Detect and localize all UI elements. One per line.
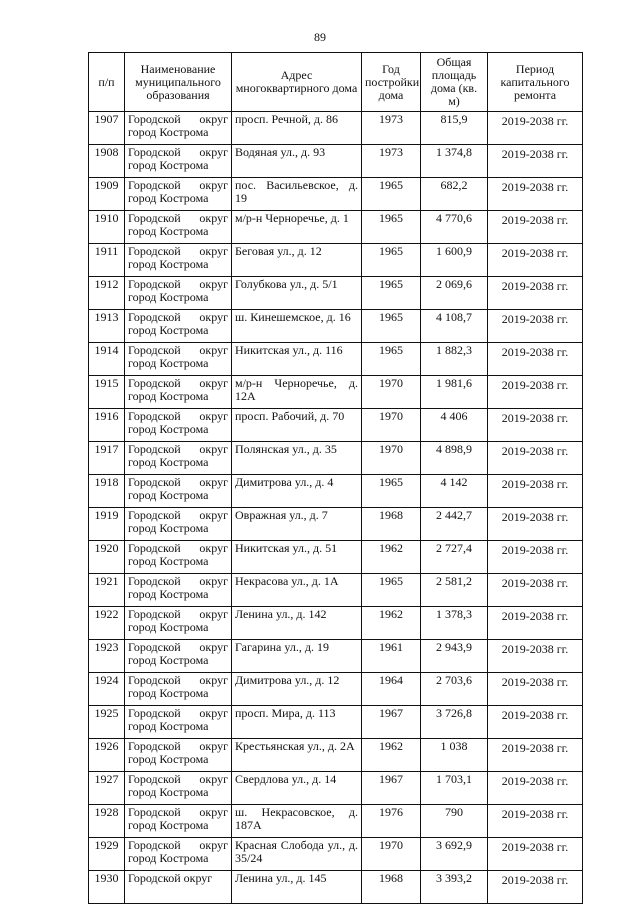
- table-row: [89, 871, 583, 904]
- table-row: [89, 805, 583, 838]
- year-cell: 1965: [362, 574, 421, 607]
- municipality-cell: Городской округ город Кострома: [125, 343, 232, 376]
- municipality-cell: Городской округ город Кострома: [125, 805, 232, 838]
- year-cell: 1965: [362, 475, 421, 508]
- header-num: п/п: [89, 53, 125, 112]
- address-cell: Гагарина ул., д. 19: [232, 640, 362, 673]
- period-cell: 2019-2038 гг.: [488, 376, 583, 409]
- table-row: [89, 772, 583, 805]
- year-cell: 1970: [362, 838, 421, 871]
- period-cell: 2019-2038 гг.: [488, 541, 583, 574]
- area-cell: 1 981,6: [421, 376, 488, 409]
- year-cell: 1965: [362, 277, 421, 310]
- table-row: [89, 244, 583, 277]
- area-cell: 2 581,2: [421, 574, 488, 607]
- address-cell: просп. Рабочий, д. 70: [232, 409, 362, 442]
- municipality-cell: Городской округ город Кострома: [125, 508, 232, 541]
- row-number-cell: 1921: [89, 574, 125, 607]
- address-cell: просп. Речной, д. 86: [232, 112, 362, 145]
- area-cell: 4 142: [421, 475, 488, 508]
- area-cell: 2 943,9: [421, 640, 488, 673]
- table-row: [89, 145, 583, 178]
- address-cell: Красная Слобода ул., д. 35/24: [232, 838, 362, 871]
- address-cell: Ленина ул., д. 145: [232, 871, 362, 904]
- address-cell: Димитрова ул., д. 12: [232, 673, 362, 706]
- period-cell: 2019-2038 гг.: [488, 871, 583, 904]
- row-number-cell: 1926: [89, 739, 125, 772]
- year-cell: 1976: [362, 805, 421, 838]
- housing-table-container: [88, 52, 582, 887]
- address-cell: Димитрова ул., д. 4: [232, 475, 362, 508]
- municipality-cell: Городской округ город Кострома: [125, 211, 232, 244]
- period-cell: 2019-2038 гг.: [488, 310, 583, 343]
- year-cell: 1970: [362, 409, 421, 442]
- table-row: [89, 277, 583, 310]
- period-cell: 2019-2038 гг.: [488, 145, 583, 178]
- address-cell: Водяная ул., д. 93: [232, 145, 362, 178]
- period-cell: 2019-2038 гг.: [488, 112, 583, 145]
- year-cell: 1968: [362, 871, 421, 904]
- table-header: [89, 53, 583, 112]
- year-cell: 1965: [362, 178, 421, 211]
- row-number-cell: 1918: [89, 475, 125, 508]
- table-row: [89, 607, 583, 640]
- address-cell: ш. Некрасовское, д. 187А: [232, 805, 362, 838]
- header-row: [89, 53, 583, 112]
- address-cell: Овражная ул., д. 7: [232, 508, 362, 541]
- area-cell: 1 374,8: [421, 145, 488, 178]
- municipality-cell: Городской округ город Кострома: [125, 574, 232, 607]
- table-row: [89, 376, 583, 409]
- period-cell: 2019-2038 гг.: [488, 343, 583, 376]
- area-cell: 4 898,9: [421, 442, 488, 475]
- table-row: [89, 343, 583, 376]
- area-cell: 3 726,8: [421, 706, 488, 739]
- address-cell: Беговая ул., д. 12: [232, 244, 362, 277]
- row-number-cell: 1922: [89, 607, 125, 640]
- address-cell: Некрасова ул., д. 1А: [232, 574, 362, 607]
- year-cell: 1962: [362, 739, 421, 772]
- municipality-cell: Городской округ город Кострома: [125, 442, 232, 475]
- table-row: [89, 574, 583, 607]
- row-number-cell: 1913: [89, 310, 125, 343]
- address-cell: Свердлова ул., д. 14: [232, 772, 362, 805]
- address-cell: Ленина ул., д. 142: [232, 607, 362, 640]
- header-municipality: Наименование муниципального образования: [125, 53, 232, 112]
- area-cell: 3 393,2: [421, 871, 488, 904]
- municipality-cell: Городской округ город Кострома: [125, 178, 232, 211]
- row-number-cell: 1908: [89, 145, 125, 178]
- area-cell: 2 442,7: [421, 508, 488, 541]
- period-cell: 2019-2038 гг.: [488, 772, 583, 805]
- table-row: [89, 409, 583, 442]
- table-row: [89, 640, 583, 673]
- row-number-cell: 1914: [89, 343, 125, 376]
- area-cell: 2 727,4: [421, 541, 488, 574]
- area-cell: 1 378,3: [421, 607, 488, 640]
- year-cell: 1962: [362, 541, 421, 574]
- period-cell: 2019-2038 гг.: [488, 673, 583, 706]
- housing-table: [88, 52, 583, 904]
- area-cell: 1 038: [421, 739, 488, 772]
- page-number: 89: [314, 30, 326, 44]
- period-cell: 2019-2038 гг.: [488, 442, 583, 475]
- area-cell: 682,2: [421, 178, 488, 211]
- table-row: [89, 211, 583, 244]
- municipality-cell: Городской округ город Кострома: [125, 409, 232, 442]
- row-number-cell: 1916: [89, 409, 125, 442]
- address-cell: просп. Мира, д. 113: [232, 706, 362, 739]
- table-row: [89, 838, 583, 871]
- address-cell: пос. Васильевское, д. 19: [232, 178, 362, 211]
- row-number-cell: 1919: [89, 508, 125, 541]
- period-cell: 2019-2038 гг.: [488, 838, 583, 871]
- address-cell: Никитская ул., д. 51: [232, 541, 362, 574]
- year-cell: 1962: [362, 607, 421, 640]
- header-period: Период капитального ремонта: [488, 53, 583, 112]
- address-cell: Крестьянская ул., д. 2А: [232, 739, 362, 772]
- municipality-cell: Городской округ город Кострома: [125, 739, 232, 772]
- row-number-cell: 1909: [89, 178, 125, 211]
- period-cell: 2019-2038 гг.: [488, 739, 583, 772]
- municipality-cell: Городской округ город Кострома: [125, 475, 232, 508]
- table-row: [89, 706, 583, 739]
- address-cell: м/р-н Черноречье, д. 1: [232, 211, 362, 244]
- municipality-cell: Городской округ город Кострома: [125, 541, 232, 574]
- table-row: [89, 112, 583, 145]
- area-cell: 815,9: [421, 112, 488, 145]
- year-cell: 1967: [362, 772, 421, 805]
- row-number-cell: 1928: [89, 805, 125, 838]
- period-cell: 2019-2038 гг.: [488, 178, 583, 211]
- municipality-cell: Городской округ город Кострома: [125, 112, 232, 145]
- address-cell: Полянская ул., д. 35: [232, 442, 362, 475]
- area-cell: 2 703,6: [421, 673, 488, 706]
- year-cell: 1968: [362, 508, 421, 541]
- municipality-cell: Городской округ город Кострома: [125, 838, 232, 871]
- row-number-cell: 1923: [89, 640, 125, 673]
- year-cell: 1973: [362, 112, 421, 145]
- row-number-cell: 1917: [89, 442, 125, 475]
- area-cell: 1 600,9: [421, 244, 488, 277]
- table-row: [89, 475, 583, 508]
- area-cell: 3 692,9: [421, 838, 488, 871]
- header-area: Общая площадь дома (кв. м): [421, 53, 488, 112]
- period-cell: 2019-2038 гг.: [488, 640, 583, 673]
- municipality-cell: Городской округ город Кострома: [125, 772, 232, 805]
- row-number-cell: 1912: [89, 277, 125, 310]
- table-row: [89, 508, 583, 541]
- table-row: [89, 442, 583, 475]
- period-cell: 2019-2038 гг.: [488, 211, 583, 244]
- municipality-cell: Городской округ: [125, 871, 232, 904]
- address-cell: Никитская ул., д. 116: [232, 343, 362, 376]
- year-cell: 1965: [362, 244, 421, 277]
- row-number-cell: 1910: [89, 211, 125, 244]
- period-cell: 2019-2038 гг.: [488, 244, 583, 277]
- row-number-cell: 1924: [89, 673, 125, 706]
- row-number-cell: 1929: [89, 838, 125, 871]
- municipality-cell: Городской округ город Кострома: [125, 277, 232, 310]
- period-cell: 2019-2038 гг.: [488, 805, 583, 838]
- municipality-cell: Городской округ город Кострома: [125, 376, 232, 409]
- period-cell: 2019-2038 гг.: [488, 277, 583, 310]
- row-number-cell: 1907: [89, 112, 125, 145]
- period-cell: 2019-2038 гг.: [488, 607, 583, 640]
- municipality-cell: Городской округ город Кострома: [125, 607, 232, 640]
- area-cell: 4 108,7: [421, 310, 488, 343]
- year-cell: 1965: [362, 343, 421, 376]
- year-cell: 1973: [362, 145, 421, 178]
- area-cell: 1 882,3: [421, 343, 488, 376]
- year-cell: 1961: [362, 640, 421, 673]
- municipality-cell: Городской округ город Кострома: [125, 310, 232, 343]
- municipality-cell: Городской округ город Кострома: [125, 145, 232, 178]
- year-cell: 1965: [362, 310, 421, 343]
- period-cell: 2019-2038 гг.: [488, 574, 583, 607]
- header-year: Год постройки дома: [362, 53, 421, 112]
- table-row: [89, 178, 583, 211]
- area-cell: 4 406: [421, 409, 488, 442]
- table-row: [89, 310, 583, 343]
- address-cell: ш. Кинешемское, д. 16: [232, 310, 362, 343]
- table-body: [89, 112, 583, 904]
- table-row: [89, 673, 583, 706]
- municipality-cell: Городской округ город Кострома: [125, 640, 232, 673]
- municipality-cell: Городской округ город Кострома: [125, 673, 232, 706]
- year-cell: 1970: [362, 376, 421, 409]
- address-cell: Голубкова ул., д. 5/1: [232, 277, 362, 310]
- row-number-cell: 1911: [89, 244, 125, 277]
- row-number-cell: 1920: [89, 541, 125, 574]
- table-row: [89, 541, 583, 574]
- year-cell: 1964: [362, 673, 421, 706]
- period-cell: 2019-2038 гг.: [488, 475, 583, 508]
- period-cell: 2019-2038 гг.: [488, 409, 583, 442]
- period-cell: 2019-2038 гг.: [488, 706, 583, 739]
- area-cell: 4 770,6: [421, 211, 488, 244]
- area-cell: 1 703,1: [421, 772, 488, 805]
- year-cell: 1965: [362, 211, 421, 244]
- area-cell: 2 069,6: [421, 277, 488, 310]
- header-address: Адрес многоквартирного дома: [232, 53, 362, 112]
- year-cell: 1970: [362, 442, 421, 475]
- row-number-cell: 1930: [89, 871, 125, 904]
- municipality-cell: Городской округ город Кострома: [125, 706, 232, 739]
- period-cell: 2019-2038 гг.: [488, 508, 583, 541]
- row-number-cell: 1925: [89, 706, 125, 739]
- table-row: [89, 739, 583, 772]
- row-number-cell: 1927: [89, 772, 125, 805]
- municipality-cell: Городской округ город Кострома: [125, 244, 232, 277]
- row-number-cell: 1915: [89, 376, 125, 409]
- area-cell: 790: [421, 805, 488, 838]
- year-cell: 1967: [362, 706, 421, 739]
- address-cell: м/р-н Черноречье, д. 12А: [232, 376, 362, 409]
